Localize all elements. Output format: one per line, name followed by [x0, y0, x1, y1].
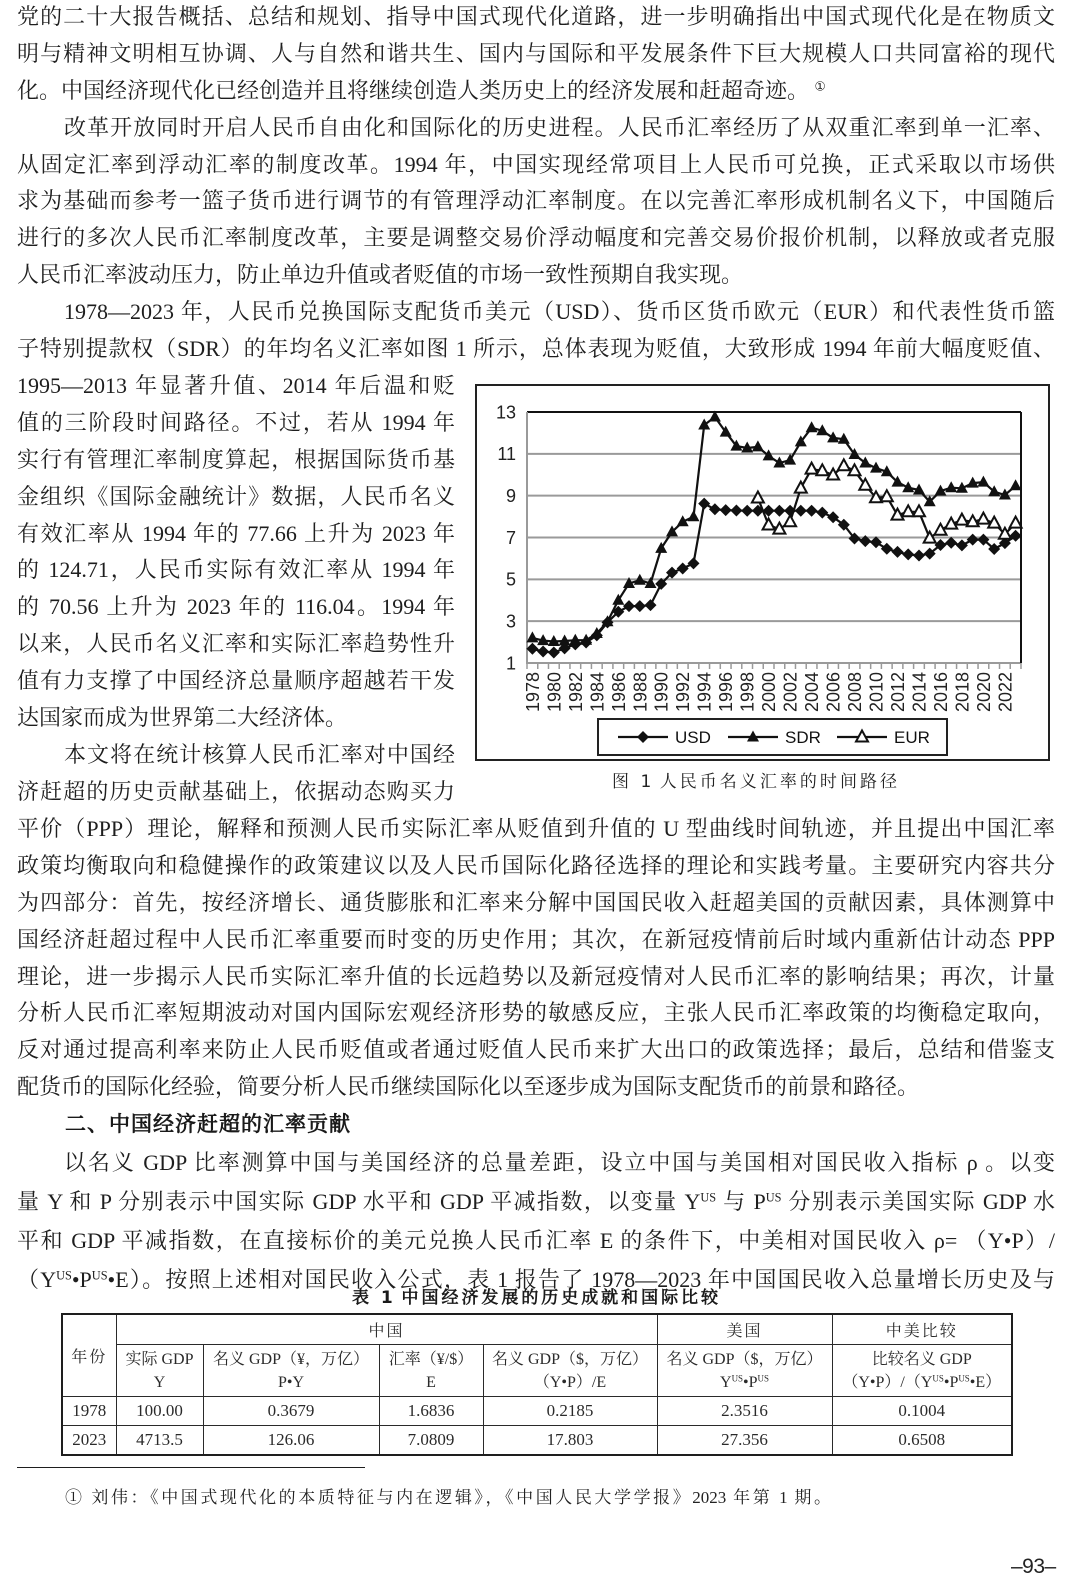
legend-label: USD	[675, 728, 711, 748]
text-line: 从固定汇率到浮动汇率的制度改革。1994 年，中国实现经常项目上人民币可兑换，正式采取以市场供	[17, 151, 1055, 177]
text-line: 以来，人民币名义汇率和实际汇率趋势性升	[17, 631, 455, 657]
legend-label: EUR	[894, 728, 930, 748]
cell-nominal-gdp-cny: 0.3679	[203, 1397, 379, 1426]
superscript: US	[700, 1190, 717, 1205]
table-header-row-columns	[62, 1345, 1012, 1397]
cell-year: 1978	[62, 1397, 116, 1426]
cell-real-gdp: 4713.5	[116, 1426, 203, 1456]
superscript: US	[757, 1372, 769, 1383]
data-table	[61, 1313, 1013, 1456]
cell-comparative-gdp: 0.1004	[832, 1397, 1012, 1426]
x-tick-label: 2010	[866, 672, 887, 713]
x-tick-label: 2000	[759, 672, 780, 713]
superscript: US	[731, 1372, 744, 1383]
column-label: 名义 GDP（$，万亿）	[666, 1350, 823, 1368]
text-line: 有效汇率从 1994 年的 77.66 上升为 2023 年	[17, 520, 455, 546]
x-tick-label: 2006	[823, 672, 844, 713]
x-tick-label: 1978	[522, 672, 543, 713]
header-group-us: 美国	[657, 1314, 832, 1345]
legend	[598, 719, 947, 755]
x-tick-label: 2022	[995, 672, 1016, 713]
x-tick-label: 1988	[630, 672, 651, 713]
text-line: 达国家而成为世界第二大经济体。	[17, 705, 348, 731]
cell-nominal-gdp-usd-us: 2.3516	[657, 1397, 832, 1426]
x-tick-label: 1992	[673, 672, 694, 713]
text-line: 化。中国经济现代化已经创造并且将继续创造人类历史上的经济发展和赶超奇迹。 ①	[17, 77, 826, 103]
legend-label: SDR	[785, 728, 821, 748]
header-real-gdp	[116, 1345, 203, 1397]
body-text-top	[17, 0, 1055, 368]
column-symbol: $Y^{US}•P^{US}$	[720, 1372, 769, 1391]
table-caption: 表 1 中国经济发展的历史成就和国际比较	[352, 1288, 718, 1308]
header-group-comparison: 中美比较	[832, 1314, 1012, 1345]
header-group-china: 中国	[116, 1314, 657, 1345]
cell-exchange-rate: 1.6836	[379, 1397, 483, 1426]
text-line: 进行的多次人民币汇率制度改革，主要是调整交易价浮动幅度和完善交易价报价机制，以释放或者克服	[17, 225, 1055, 251]
y-tick-label: 7	[505, 527, 516, 548]
body-text-bottom	[17, 1143, 1055, 1299]
body-text-middle	[17, 811, 1055, 1106]
y-tick-label: 1	[505, 653, 516, 674]
x-tick-label: 1980	[544, 672, 565, 713]
exchange-rate-chart	[475, 384, 1050, 761]
cell-year: 2023	[62, 1426, 116, 1456]
x-tick-label: 1998	[737, 672, 758, 713]
text-line: 反对通过提高利率来防止人民币贬值或者通过贬值人民币来扩大出口的政策选择；最后，总结和借鉴支	[17, 1037, 1055, 1063]
cell-nominal-gdp-usd-china: 17.803	[483, 1426, 657, 1456]
text-line: 平价（PPP）理论，解释和预测人民币实际汇率从贬值到升值的 U 型曲线时间轨迹，并且提出中国汇率	[17, 816, 1055, 841]
header-exchange-rate	[379, 1345, 483, 1397]
x-tick-label: 1990	[651, 672, 672, 713]
table-row	[62, 1397, 1012, 1426]
header-comparative-gdp	[832, 1345, 1012, 1397]
column-label: 名义 GDP（$，万亿）	[492, 1350, 649, 1368]
header-nominal-gdp-usd-china	[483, 1345, 657, 1397]
text-line: 国经济赶超过程中人民币汇率重要而时变的历史作用；其次，在新冠疫情前后时域内重新估计动态 PPP	[17, 926, 1055, 952]
x-tick-label: 2012	[887, 672, 908, 713]
text-line: 济赶超的历史贡献基础上，依据动态购买力	[17, 778, 455, 804]
x-tick-label: 1986	[608, 672, 629, 713]
y-tick-label: 5	[505, 569, 516, 590]
column-label: 实际 GDP	[125, 1350, 194, 1368]
text-line: 本文将在统计核算人民币汇率对中国经	[64, 741, 455, 767]
text-line: 1995—2013 年显著升值、2014 年后温和贬	[17, 373, 455, 398]
x-tick-label: 2018	[952, 672, 973, 713]
superscript: US	[91, 1268, 108, 1283]
superscript: US	[56, 1268, 72, 1283]
footnote: ① 刘伟：《中国式现代化的本质特征与内在逻辑》，《中国人民大学学报》2023 年第 1 期。	[65, 1488, 831, 1507]
x-tick-label: 1982	[565, 672, 586, 713]
text-line: 理论，进一步揭示人民币实际汇率升值的长远趋势以及新冠疫情对人民币汇率的影响结果；再次，计量	[17, 963, 1055, 989]
text-line: 的 124.71，人民币实际有效汇率从 1994 年	[17, 557, 455, 583]
column-label: 汇率（¥/$）	[388, 1350, 474, 1368]
section-heading: 二、中国经济赶超的汇率贡献	[65, 1112, 351, 1136]
text-line: 政策均衡取向和稳健操作的政策建议以及人民币国际化路径选择的理论和实践考量。主要研究内容共分	[17, 852, 1055, 878]
text-line: 求为基础而参考一篮子货币进行调节的有管理浮动汇率制度。在以完善汇率形成机制名义下，中国随后	[17, 188, 1055, 214]
text-line: 平和 GDP 平减指数，在直接标价的美元兑换人民币汇率 E 的条件下，中美相对国民收入 ρ= （Y•P）/	[17, 1228, 1055, 1253]
text-line: 量 Y 和 P 分别表示中国实际 GDP 水平和 GDP 平减指数，以变量 $Y^{US}$ 与 $P^{US}$ 分别表示美国实际 GDP 水	[17, 1189, 1055, 1214]
text-line: 的 70.56 上升为 2023 年的 116.04。1994 年	[17, 594, 455, 620]
page-number: –93–	[1011, 1555, 1056, 1578]
x-tick-label: 2004	[802, 672, 823, 713]
column-symbol: E	[426, 1373, 436, 1391]
cell-nominal-gdp-usd-china: 0.2185	[483, 1397, 657, 1426]
chart-canvas	[475, 384, 1050, 761]
cell-real-gdp: 100.00	[116, 1397, 203, 1426]
text-line: 分析人民币汇率短期波动对国内国际宏观经济形势的敏感反应，主张人民币汇率政策的均衡稳定取向，	[17, 1000, 1055, 1026]
y-tick-label: 13	[495, 402, 516, 423]
text-line: 值有力支撑了中国经济总量顺序超越若干发	[17, 668, 455, 694]
x-tick-label: 2020	[973, 672, 994, 713]
text-line: 金组织《国际金融统计》数据，人民币名义	[17, 483, 455, 509]
text-line: 改革开放同时开启人民币自由化和国际化的历史进程。人民币汇率经历了从双重汇率到单一汇率、	[64, 114, 1055, 140]
y-tick-label: 3	[505, 611, 516, 632]
column-label: 比较名义 GDP	[871, 1350, 972, 1368]
x-tick-label: 2008	[844, 672, 865, 713]
x-tick-label: 2016	[930, 672, 951, 713]
x-tick-label: 1984	[587, 672, 608, 713]
text-line: 值的三阶段时间路径。不过，若从 1994 年	[17, 409, 455, 435]
column-label: 名义 GDP（¥，万亿）	[212, 1350, 369, 1368]
text-line: 实行有管理汇率制度算起，根据国际货币基	[17, 446, 455, 472]
y-tick-label: 11	[497, 444, 516, 465]
header-nominal-gdp-usd-us	[657, 1345, 832, 1397]
table-header-row-groups	[62, 1314, 1012, 1345]
superscript: US	[932, 1372, 944, 1383]
text-line: 1978—2023 年，人民币兑换国际支配货币美元（USD）、货币区货币欧元（EUR）和代表性货币篮	[64, 299, 1055, 325]
cell-nominal-gdp-usd-us: 27.356	[657, 1426, 832, 1456]
x-tick-label: 2002	[780, 672, 801, 713]
header-year: 年份	[62, 1314, 116, 1397]
figure-caption: 图 1 人民币名义汇率的时间路径	[612, 772, 897, 792]
header-nominal-gdp-cny	[203, 1345, 379, 1397]
table-row	[62, 1426, 1012, 1456]
text-line: 为四部分：首先，按经济增长、通货膨胀和汇率来分解中国国民收入赶超美国的贡献因素，具体测算中	[17, 889, 1055, 915]
x-tick-label: 1996	[716, 672, 737, 713]
text-line: 党的二十大报告概括、总结和规划、指导中国式现代化道路，进一步明确指出中国式现代化是在物质文	[17, 4, 1055, 29]
x-tick-label: 1994	[694, 672, 715, 713]
superscript: US	[765, 1190, 782, 1205]
superscript: ①	[814, 79, 826, 94]
body-text-left-column	[17, 368, 455, 811]
column-symbol: $(Y•P)/(Y^{US}•P^{US}•E)$	[842, 1372, 1002, 1391]
cell-comparative-gdp: 0.6508	[832, 1426, 1012, 1456]
text-line: 明与精神文明相互协调、人与自然和谐共生、国内与国际和平发展条件下巨大规模人口共同富裕的现代	[17, 40, 1055, 66]
column-symbol: （Y•P）/E	[533, 1373, 607, 1391]
column-symbol: P•Y	[277, 1373, 305, 1391]
cell-exchange-rate: 7.0809	[379, 1426, 483, 1456]
cell-nominal-gdp-cny: 126.06	[203, 1426, 379, 1456]
x-tick-label: 2014	[909, 672, 930, 713]
superscript: US	[958, 1372, 970, 1383]
text-line: 以名义 GDP 比率测算中国与美国经济的总量差距，设立中国与美国相对国民收入指标 ρ 。以变	[64, 1150, 1055, 1175]
text-line: 子特别提款权（SDR）的年均名义汇率如图 1 所示，总体表现为贬值，大致形成 1994 年前大幅度贬值、	[17, 336, 1055, 362]
text-line: 人民币汇率波动压力，防止单边升值或者贬值的市场一致性预期自我实现。	[17, 262, 744, 288]
y-tick-label: 9	[505, 485, 516, 506]
text-line: $(Y^{US}•P^{US}•E)$。按照上述相对国民收入公式，表 1 报告了 1978—2023 年中国国民收入总量增长历史及与	[17, 1267, 1055, 1292]
footnote-divider	[17, 1467, 365, 1468]
text-line: 配货币的国际化经验，简要分析人民币继续国际化以至逐步成为国际支配货币的前景和路径。	[17, 1074, 920, 1100]
column-symbol: Y	[153, 1373, 166, 1391]
